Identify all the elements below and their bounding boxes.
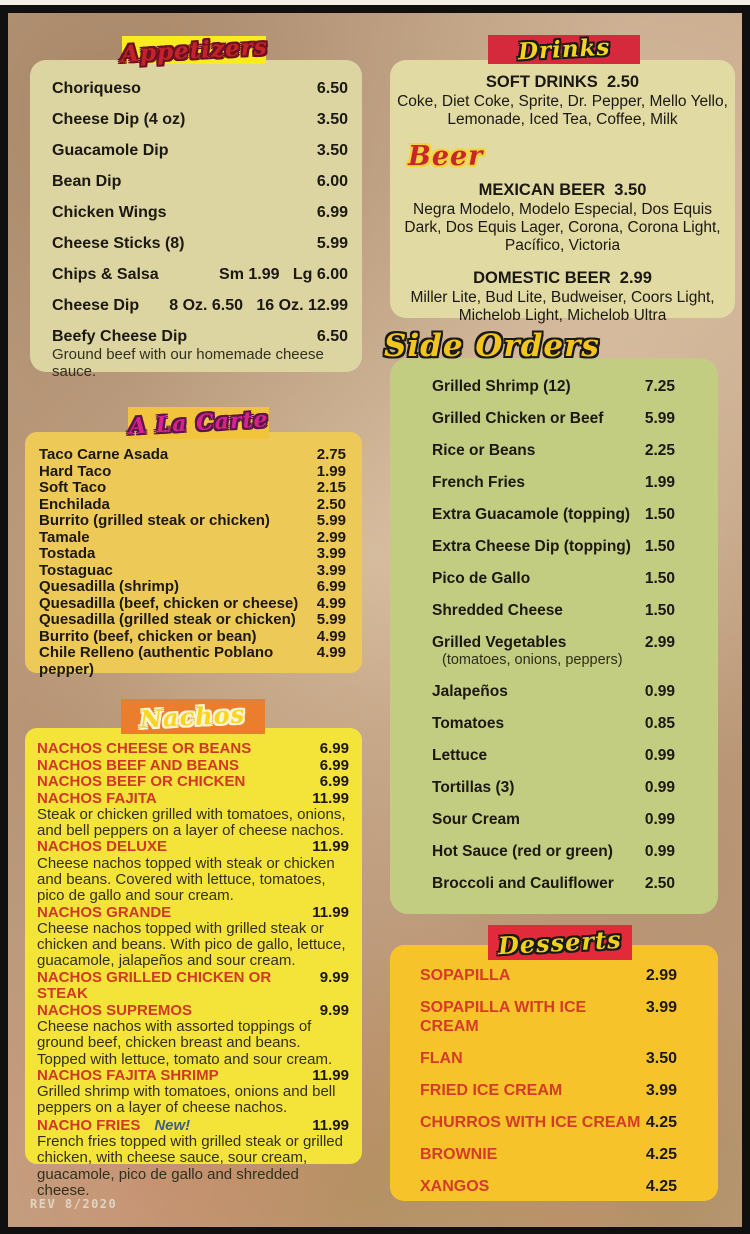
menu-item-line xyxy=(37,758,349,775)
menu-item-line xyxy=(432,377,675,396)
appetizers-panel xyxy=(30,60,362,380)
item-price: 2.99 xyxy=(316,528,346,546)
menu-item-line xyxy=(39,612,346,629)
item-name: Jalapeños xyxy=(432,683,508,700)
menu-item-line xyxy=(52,234,348,253)
menu-item-row xyxy=(39,513,346,530)
group-name: MEXICAN BEER xyxy=(478,181,606,199)
menu-item-row xyxy=(432,778,675,797)
menu-item-row xyxy=(52,79,348,98)
menu-item-line xyxy=(420,1049,677,1068)
domestic-beer-group xyxy=(396,269,729,325)
item-name: Rice or Beans xyxy=(432,442,536,459)
menu-item-line xyxy=(420,1177,677,1196)
menu-item-row xyxy=(52,234,348,253)
menu-item-row xyxy=(52,110,348,129)
menu-item-row xyxy=(37,1068,349,1117)
menu-item-row xyxy=(52,296,348,315)
menu-item-row xyxy=(39,579,346,596)
menu-item-row xyxy=(37,741,349,758)
menu-item-line xyxy=(37,1003,349,1020)
menu-item-row xyxy=(37,905,349,970)
menu-item-line xyxy=(39,447,346,464)
item-price: 11.99 xyxy=(312,1116,349,1134)
item-price: 2.50 xyxy=(316,495,346,513)
nachos-banner xyxy=(121,699,265,734)
drinks-title: Drinks xyxy=(517,33,611,66)
item-price: 4.25 xyxy=(645,1114,677,1131)
item-description: Ground beef with our homemade cheese sauce. xyxy=(52,346,324,380)
soft-drinks-group xyxy=(396,73,729,129)
item-price: 2.99 xyxy=(644,634,675,651)
menu-item-row xyxy=(432,505,675,524)
menu-item-row xyxy=(420,1145,677,1164)
nachos-panel xyxy=(25,728,362,1199)
drinks-banner xyxy=(488,35,640,64)
menu-item-line xyxy=(432,601,675,620)
menu-item-line xyxy=(39,513,346,530)
menu-item-row xyxy=(420,1113,677,1132)
item-name: Tostaguac xyxy=(39,561,113,579)
item-name: Guacamole Dip xyxy=(52,142,169,159)
menu-item-line xyxy=(39,596,346,613)
item-name: NACHOS SUPREMOS xyxy=(37,1001,193,1019)
item-name: NACHOS GRILLED CHICKEN OR STEAK xyxy=(37,968,272,1003)
item-price: 5.99 xyxy=(316,512,346,529)
menu-item-line xyxy=(432,633,675,652)
item-description: Cheese nachos with assorted toppings of ground beef, chicken breast and beans. Topped with lettuce, tomato and sour cream. xyxy=(37,1018,333,1068)
menu-item-row xyxy=(432,633,675,669)
menu-item-row xyxy=(39,480,346,497)
menu-item-row xyxy=(39,596,346,613)
item-price: 0.99 xyxy=(644,779,675,796)
item-name: Chips & Salsa xyxy=(52,266,159,283)
item-price: 11.99 xyxy=(312,903,349,921)
item-price: 4.99 xyxy=(316,594,346,612)
menu-item-row xyxy=(37,758,349,775)
item-name: FRIED ICE CREAM xyxy=(420,1082,563,1099)
menu-item-line xyxy=(52,79,348,98)
menu-item-row xyxy=(39,645,346,678)
menu-item-row xyxy=(37,1117,349,1199)
item-price: 3.99 xyxy=(645,999,677,1016)
menu-item-line xyxy=(432,778,675,797)
item-price: 0.85 xyxy=(644,715,675,732)
item-name: Grilled Shrimp (12) xyxy=(432,378,571,395)
item-name: NACHO FRIES xyxy=(37,1116,141,1134)
menu-item-line xyxy=(37,741,349,758)
item-price: 7.25 xyxy=(644,378,675,395)
menu-item-line xyxy=(432,714,675,733)
item-price: 6.00 xyxy=(316,173,348,190)
menu-item-line xyxy=(432,746,675,765)
menu-item-line xyxy=(52,110,348,129)
item-name: Tortillas (3) xyxy=(432,779,515,796)
menu-item-line xyxy=(432,810,675,829)
menu-item-row xyxy=(432,377,675,396)
menu-item-line xyxy=(39,464,346,481)
menu-item-line xyxy=(39,629,346,646)
item-price: 3.99 xyxy=(316,561,346,579)
group-title xyxy=(396,269,729,288)
menu-item-row xyxy=(37,774,349,791)
menu-item-line xyxy=(432,537,675,556)
item-name: Hot Sauce (red or green) xyxy=(432,843,613,860)
item-name: Hard Taco xyxy=(39,462,112,480)
a-la-carte-panel xyxy=(25,432,362,678)
item-name: Cheese Dip xyxy=(52,297,140,314)
item-price: 11.99 xyxy=(312,838,349,856)
group-name: SOFT DRINKS xyxy=(485,73,598,91)
item-price: 2.50 xyxy=(644,875,675,892)
menu-item-line xyxy=(37,839,349,856)
menu-item-line xyxy=(432,842,675,861)
menu-item-row xyxy=(39,563,346,580)
menu-item-line xyxy=(37,1117,349,1135)
menu-item-line xyxy=(37,1068,349,1085)
group-description: Miller Lite, Bud Lite, Budweiser, Coors Light, Michelob Light, Michelob Ultra xyxy=(410,289,715,324)
side-orders-heading xyxy=(384,328,600,364)
menu-item-line xyxy=(37,970,349,1003)
item-price: 9.99 xyxy=(319,968,349,986)
menu-item-row xyxy=(432,746,675,765)
item-name: Burrito (beef, chicken or bean) xyxy=(39,627,257,645)
menu-item-line xyxy=(39,497,346,514)
menu-item-line xyxy=(432,874,675,893)
menu-item-row xyxy=(420,1081,677,1100)
item-price: 4.99 xyxy=(316,627,346,645)
item-name: Enchilada xyxy=(39,495,110,513)
appetizers-banner xyxy=(120,32,268,68)
item-price: 3.50 xyxy=(645,1050,677,1067)
group-title xyxy=(396,181,729,200)
menu-item-row xyxy=(432,441,675,460)
item-price: 0.99 xyxy=(644,683,675,700)
item-name: Tomatoes xyxy=(432,715,505,732)
item-name: Cheese Dip (4 oz) xyxy=(52,111,186,128)
desserts-banner xyxy=(488,925,632,960)
item-price: 1.50 xyxy=(644,506,675,523)
item-price: 4.25 xyxy=(645,1146,677,1163)
item-price: 6.50 xyxy=(316,328,348,345)
item-price: 1.50 xyxy=(644,602,675,619)
item-price: 2.75 xyxy=(316,446,346,463)
menu-item-row xyxy=(39,546,346,563)
item-price: 1.99 xyxy=(316,462,346,480)
menu-item-row xyxy=(432,682,675,701)
menu-item-row xyxy=(432,842,675,861)
item-price: 3.99 xyxy=(316,545,346,562)
item-price: 1.50 xyxy=(644,570,675,587)
item-name: NACHOS CHEESE OR BEANS xyxy=(37,740,252,757)
item-name: Extra Guacamole (topping) xyxy=(432,506,631,523)
item-name: French Fries xyxy=(432,474,526,491)
item-name: Lettuce xyxy=(432,747,488,764)
menu-item-row xyxy=(39,447,346,464)
item-price: 5.99 xyxy=(644,410,675,427)
nachos-title: Nachos xyxy=(139,699,247,734)
menu-item-row xyxy=(52,327,348,380)
item-name: CHURROS WITH ICE CREAM xyxy=(420,1114,641,1131)
menu-item-row xyxy=(39,629,346,646)
item-name: Taco Carne Asada xyxy=(39,446,169,463)
item-name: NACHOS FAJITA SHRIMP xyxy=(37,1066,219,1084)
item-description: Grilled shrimp with tomatoes, onions and bell peppers on a layer of cheese nachos. xyxy=(37,1083,336,1117)
group-price: 2.99 xyxy=(619,269,652,287)
item-note: (tomatoes, onions, peppers) xyxy=(442,652,623,668)
menu-item-line xyxy=(37,905,349,922)
item-price: 3.99 xyxy=(645,1082,677,1099)
item-price: 8 Oz. 6.50 16 Oz. 12.99 xyxy=(169,297,348,314)
item-price: 5.99 xyxy=(316,611,346,628)
desserts-panel xyxy=(390,945,718,1201)
item-name: Tostada xyxy=(39,545,96,562)
menu-item-row xyxy=(37,970,349,1003)
menu-item-line xyxy=(420,1145,677,1164)
menu-item-line xyxy=(420,966,677,985)
side-orders-panel xyxy=(390,358,718,914)
group-description: Coke, Diet Coke, Sprite, Dr. Pepper, Mello Yello, Lemonade, Iced Tea, Coffee, Milk xyxy=(397,93,728,128)
revision-label: REV 8/2020 xyxy=(30,1197,118,1211)
item-price: Sm 1.99 Lg 6.00 xyxy=(219,266,348,283)
group-price: 3.50 xyxy=(614,181,647,199)
item-price: 5.99 xyxy=(316,235,348,252)
menu-item-line xyxy=(39,530,346,547)
menu-item-line xyxy=(432,682,675,701)
item-description: Cheese nachos topped with steak or chicken and beans. Covered with lettuce, tomatoes, pico de gallo and sour cream. xyxy=(37,854,335,905)
item-name: Grilled Vegetables xyxy=(432,634,567,651)
menu-item-line xyxy=(52,172,348,191)
menu-item-row xyxy=(432,810,675,829)
menu-item-line xyxy=(52,141,348,160)
item-name: Sour Cream xyxy=(432,811,520,828)
menu-item-line xyxy=(432,441,675,460)
item-name: Pico de Gallo xyxy=(432,570,531,587)
menu-item-line xyxy=(37,774,349,791)
desserts-title: Desserts xyxy=(497,924,623,961)
menu-item-row xyxy=(432,409,675,428)
item-price: 2.25 xyxy=(644,442,675,459)
appetizers-title: Appetizers xyxy=(120,32,268,68)
menu-item-line xyxy=(52,203,348,222)
item-name: Burrito (grilled steak or chicken) xyxy=(39,512,270,529)
menu-item-row xyxy=(432,714,675,733)
item-name: Soft Taco xyxy=(39,479,107,496)
item-name: Quesadilla (beef, chicken or cheese) xyxy=(39,594,299,612)
menu-item-row xyxy=(39,530,346,547)
menu-item-line xyxy=(432,473,675,492)
item-name: NACHOS GRANDE xyxy=(37,903,172,921)
menu-item-row xyxy=(52,265,348,284)
menu-item-line xyxy=(39,563,346,580)
menu-item-row xyxy=(420,1177,677,1196)
menu-item-row xyxy=(52,141,348,160)
menu-item-row xyxy=(420,1049,677,1068)
menu-item-line xyxy=(39,579,346,596)
a-la-carte-banner xyxy=(128,407,269,439)
item-name: Quesadilla (grilled steak or chicken) xyxy=(39,611,296,628)
item-price: 11.99 xyxy=(312,789,349,807)
group-description: Negra Modelo, Modelo Especial, Dos Equis Dark, Dos Equis Lager, Corona, Corona Light, Pacífico, Victoria xyxy=(404,201,721,254)
menu-item-row xyxy=(420,998,677,1036)
item-name: Grilled Chicken or Beef xyxy=(432,410,604,427)
item-name: SOPAPILLA WITH ICE CREAM xyxy=(420,999,587,1035)
item-price: 1.99 xyxy=(644,474,675,491)
item-description: Cheese nachos topped with grilled steak or chicken and beans. With pico de gallo, lettuce, guacamole, jalapeños and sour cream. xyxy=(37,920,346,970)
group-name: DOMESTIC BEER xyxy=(473,269,611,287)
menu-item-row xyxy=(39,464,346,481)
item-name: Broccoli and Cauliflower xyxy=(432,875,614,892)
group-title xyxy=(396,73,729,92)
beer-heading xyxy=(408,141,483,172)
item-name: Quesadilla (shrimp) xyxy=(39,578,180,595)
item-price: 2.15 xyxy=(316,479,346,496)
item-price: 4.99 xyxy=(316,644,346,661)
menu-item-row xyxy=(37,839,349,904)
menu-item-line xyxy=(37,791,349,808)
beer-title: Beer xyxy=(408,141,484,172)
item-name: NACHOS BEEF OR CHICKEN xyxy=(37,773,246,790)
drinks-panel xyxy=(390,60,735,324)
menu-item-row xyxy=(432,601,675,620)
item-name: Chile Relleno (authentic Poblano pepper) xyxy=(39,644,274,678)
item-price: 6.99 xyxy=(316,204,348,221)
menu-item-line xyxy=(52,327,348,346)
item-name: NACHOS FAJITA xyxy=(37,789,157,807)
item-price: 6.99 xyxy=(319,756,349,774)
menu-item-line xyxy=(432,569,675,588)
item-price: 6.99 xyxy=(319,740,349,757)
item-name: SOPAPILLA xyxy=(420,967,511,984)
item-name: Choriqueso xyxy=(52,80,141,97)
item-name: NACHOS BEEF AND BEANS xyxy=(37,756,239,774)
item-name: Chicken Wings xyxy=(52,204,167,221)
menu-item-row xyxy=(52,172,348,191)
item-name: Cheese Sticks (8) xyxy=(52,235,185,252)
item-name: FLAN xyxy=(420,1050,463,1067)
item-name: Extra Cheese Dip (topping) xyxy=(432,538,631,555)
item-name: XANGOS xyxy=(420,1178,490,1195)
item-name: NACHOS DELUXE xyxy=(37,838,168,856)
item-price: 4.25 xyxy=(645,1178,677,1195)
item-price: 0.99 xyxy=(644,843,675,860)
menu-item-row xyxy=(39,612,346,629)
item-name: Shredded Cheese xyxy=(432,602,563,619)
item-price: 11.99 xyxy=(312,1066,349,1084)
menu-item-row xyxy=(420,966,677,985)
item-price: 6.99 xyxy=(316,578,346,595)
menu-item-line xyxy=(420,1081,677,1100)
menu-item-row xyxy=(432,473,675,492)
side-orders-title: Side Orders xyxy=(384,328,600,364)
item-price: 6.99 xyxy=(319,773,349,790)
menu-item-line xyxy=(52,265,348,284)
menu-item-row xyxy=(52,203,348,222)
menu-item-line xyxy=(52,296,348,315)
item-name: BROWNIE xyxy=(420,1146,498,1163)
item-price: 3.50 xyxy=(316,142,348,159)
a-la-carte-title: A La Carte xyxy=(128,406,269,440)
menu-item-line xyxy=(432,505,675,524)
item-price: 2.99 xyxy=(645,967,677,984)
item-price: 0.99 xyxy=(644,747,675,764)
new-badge: New! xyxy=(154,1116,191,1134)
menu-item-row xyxy=(39,497,346,514)
menu-item-row xyxy=(37,791,349,840)
menu-item-line xyxy=(420,998,677,1036)
item-price: 3.50 xyxy=(316,111,348,128)
item-price: 9.99 xyxy=(319,1001,349,1019)
menu-item-line xyxy=(420,1113,677,1132)
menu-item-row xyxy=(432,569,675,588)
item-price: 0.99 xyxy=(644,811,675,828)
menu-item-row xyxy=(432,874,675,893)
item-price: 1.50 xyxy=(644,538,675,555)
item-description: French fries topped with grilled steak or grilled chicken, with cheese sauce, sour cream, guacamole, pico de gallo and shredded cheese. xyxy=(37,1133,343,1199)
menu-item-line xyxy=(39,645,346,678)
page-top-strip xyxy=(0,0,750,5)
menu-item-row xyxy=(37,1003,349,1068)
menu-item-row xyxy=(432,537,675,556)
item-name: Bean Dip xyxy=(52,173,122,190)
item-name: Tamale xyxy=(39,528,90,546)
item-name: Beefy Cheese Dip xyxy=(52,328,188,345)
menu-item-line xyxy=(432,409,675,428)
item-description: Steak or chicken grilled with tomatoes, onions, and bell peppers on a layer of cheese nachos. xyxy=(37,806,346,840)
menu-item-line xyxy=(39,546,346,563)
item-price: 6.50 xyxy=(316,80,348,97)
mexican-beer-group xyxy=(396,181,729,255)
menu-item-line xyxy=(39,480,346,497)
group-price: 2.50 xyxy=(606,73,640,91)
